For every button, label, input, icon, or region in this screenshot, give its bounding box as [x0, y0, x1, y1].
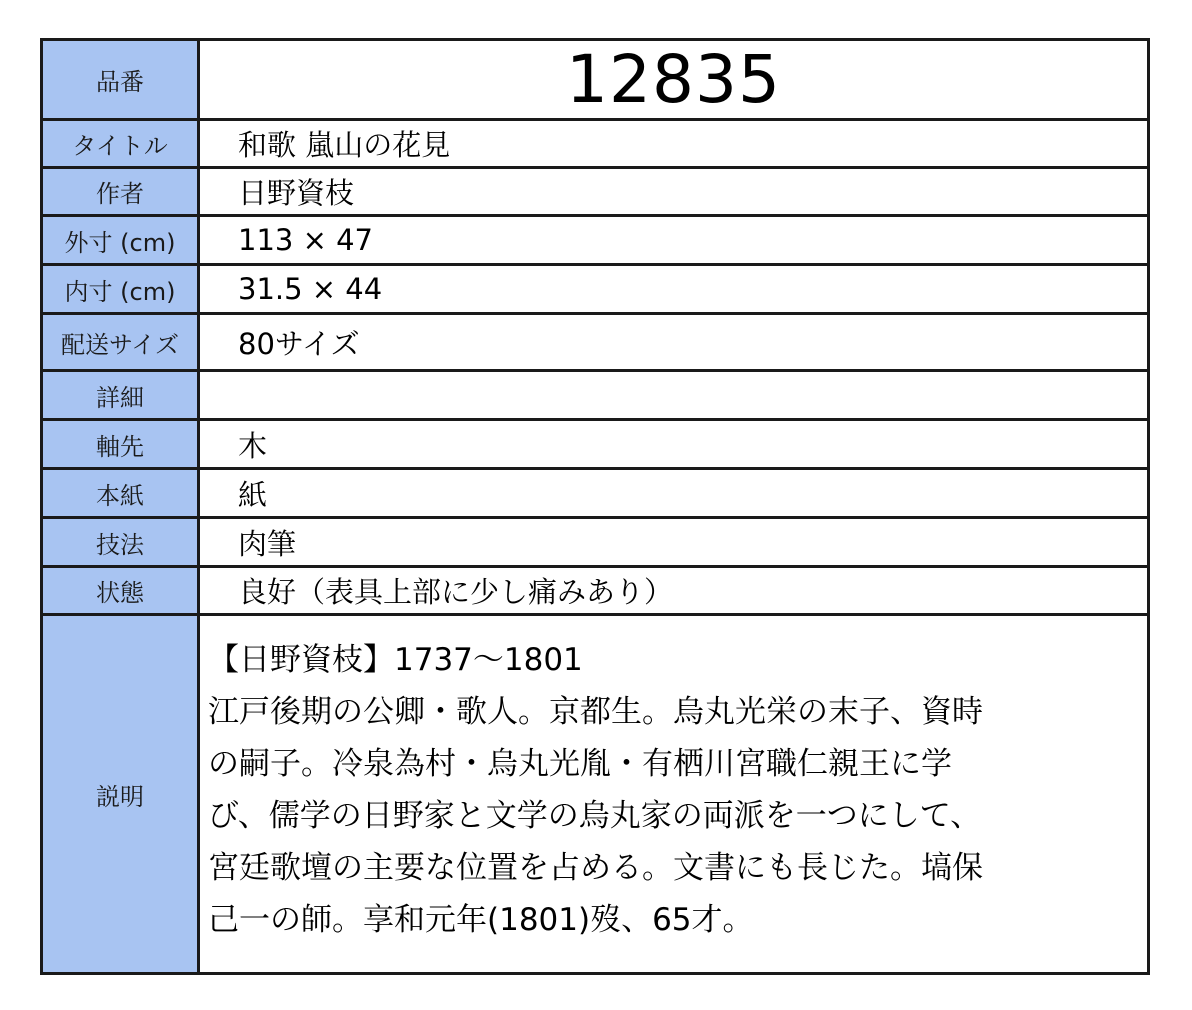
label-inner-size: 内寸 (cm) [43, 266, 200, 315]
value-shipping-size: 80サイズ [200, 315, 1147, 372]
value-roller-end: 木 [200, 421, 1147, 470]
description-line: 【日野資枝】1737〜1801 [208, 642, 583, 678]
description-line: 己一の師。享和元年(1801)歿、65才。 [208, 902, 754, 938]
value-outer-size: 113 × 47 [200, 217, 1147, 266]
label-shipping-size: 配送サイズ [43, 315, 200, 372]
label-technique: 技法 [43, 519, 200, 568]
description-line: び、儒学の日野家と文学の烏丸家の両派を一つにして、 [208, 798, 982, 834]
value-title: 和歌 嵐山の花見 [200, 121, 1147, 169]
spec-table [40, 38, 1150, 975]
description-line: 宮廷歌壇の主要な位置を占める。文書にも長じた。塙保 [208, 850, 983, 886]
value-condition: 良好（表具上部に少し痛みあり） [200, 568, 1147, 616]
value-technique: 肉筆 [200, 519, 1147, 568]
value-description [200, 616, 1147, 972]
value-details [200, 372, 1147, 421]
description-line: の嗣子。冷泉為村・烏丸光胤・有栖川宮職仁親王に学 [208, 746, 952, 782]
description-line: 江戸後期の公卿・歌人。京都生。烏丸光栄の末子、資時 [208, 694, 983, 730]
label-condition: 状態 [43, 568, 200, 616]
label-item-number: 品番 [43, 41, 200, 121]
label-description: 説明 [43, 616, 200, 972]
value-item-number: 12835 [200, 41, 1147, 121]
label-title: タイトル [43, 121, 200, 169]
label-outer-size: 外寸 (cm) [43, 217, 200, 266]
value-base-paper: 紙 [200, 470, 1147, 519]
label-roller-end: 軸先 [43, 421, 200, 470]
label-details: 詳細 [43, 372, 200, 421]
label-author: 作者 [43, 169, 200, 217]
label-base-paper: 本紙 [43, 470, 200, 519]
value-inner-size: 31.5 × 44 [200, 266, 1147, 315]
value-author: 日野資枝 [200, 169, 1147, 217]
